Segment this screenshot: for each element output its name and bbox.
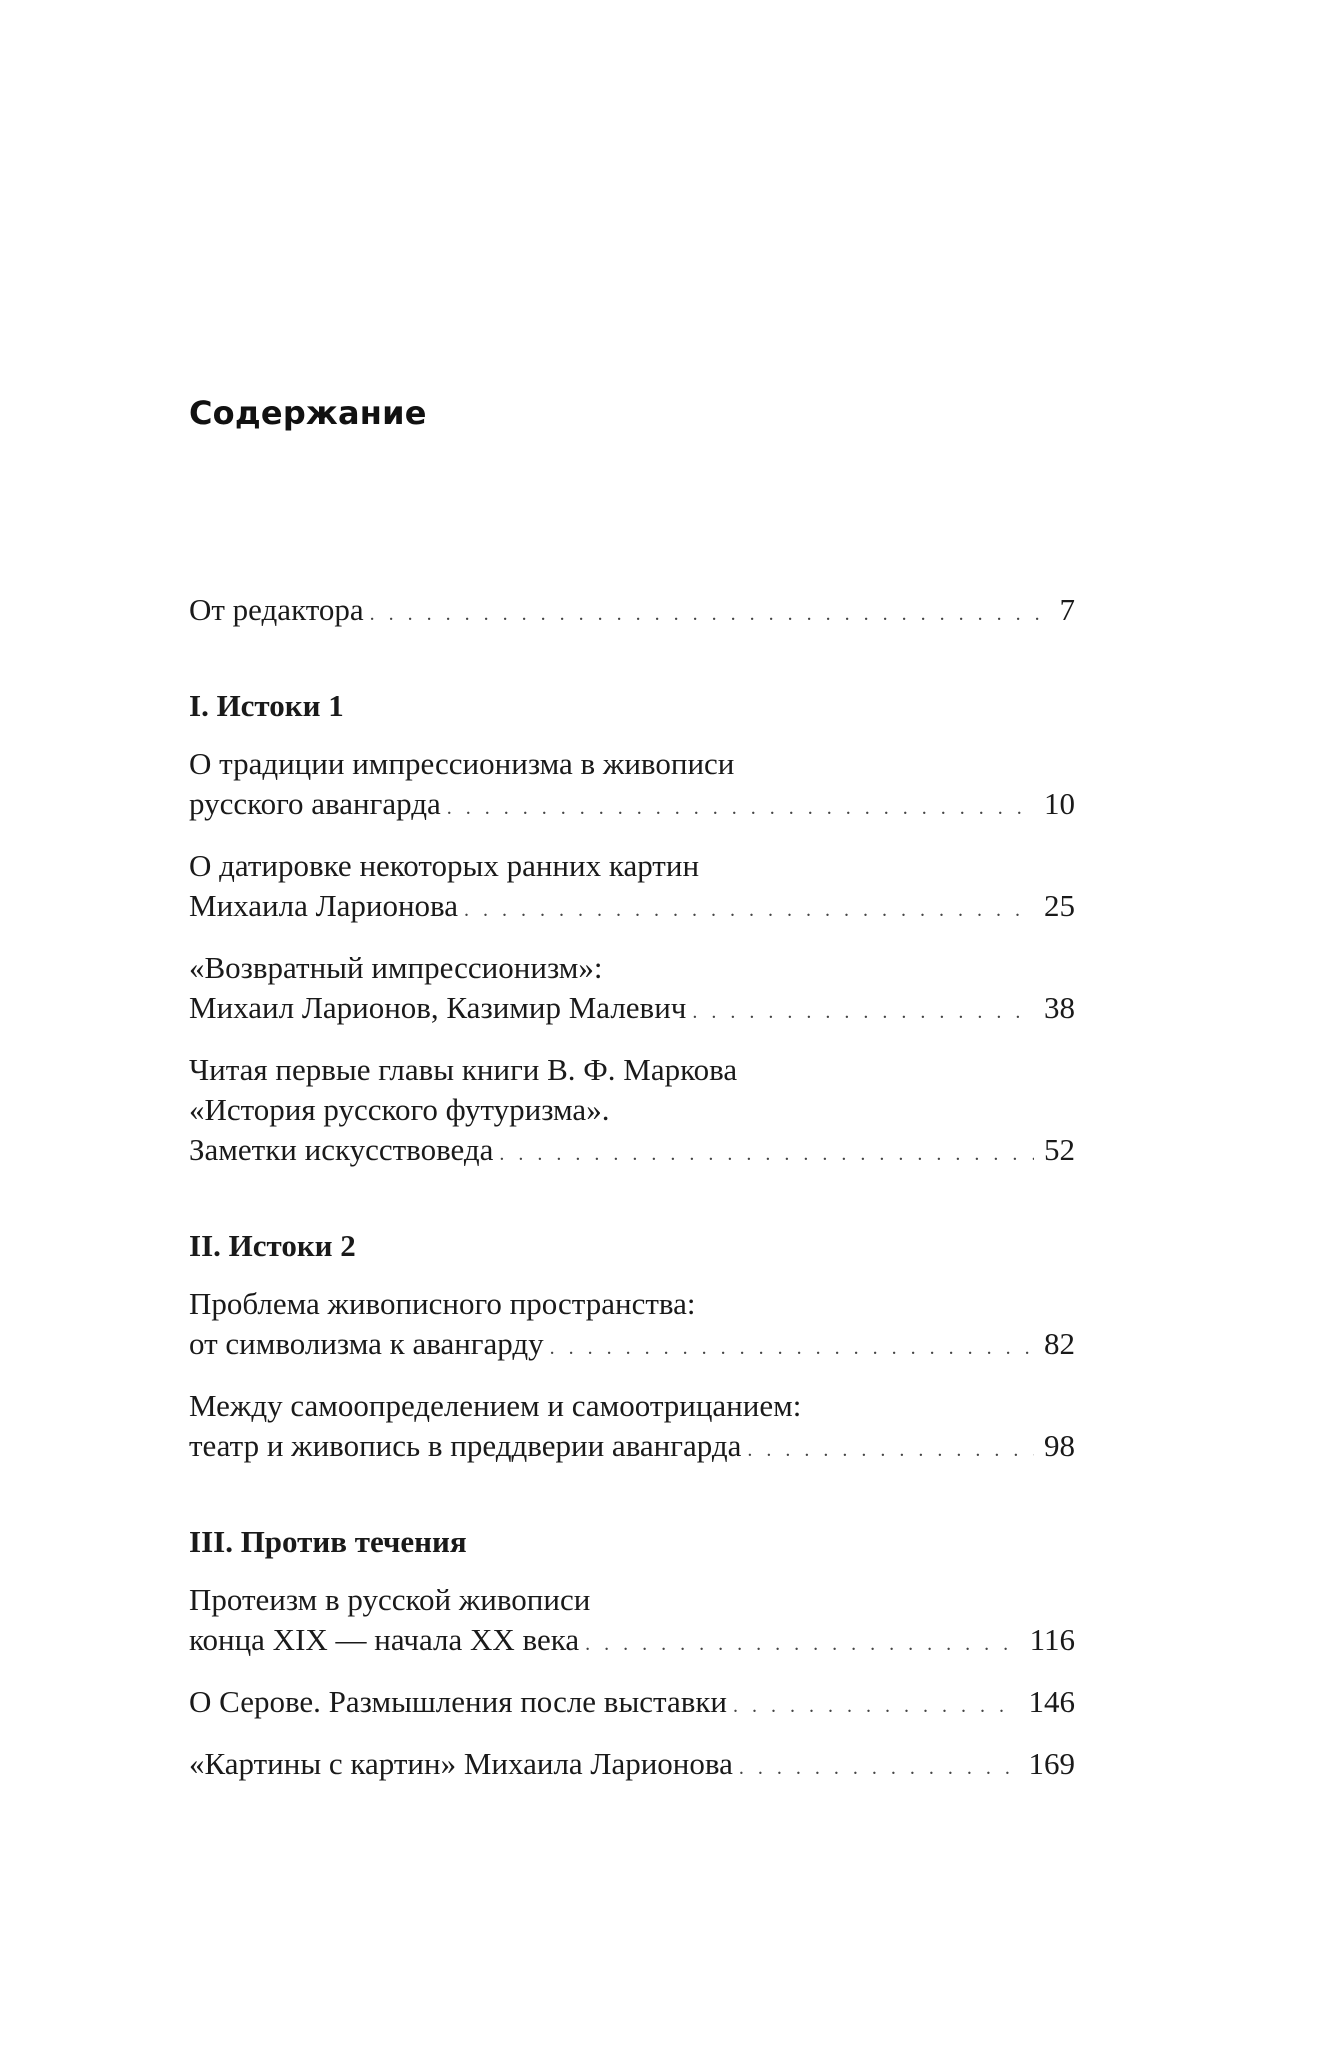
toc-page-number: 10 [1044, 786, 1075, 821]
toc-entry[interactable] [189, 1580, 1075, 1664]
toc-page-number: 52 [1044, 1132, 1075, 1167]
toc-entry-title-line: «Картины с картин» Михаила Ларионова [189, 1746, 733, 1781]
toc-entry-title-line: Заметки искусствоведа [189, 1132, 494, 1167]
dot-leader [733, 1686, 1018, 1726]
toc-entry-line [189, 1744, 1075, 1788]
toc-entry-title-line: конца XIX — начала XX века [189, 1622, 580, 1657]
table-of-contents [189, 590, 1075, 1788]
toc-entry-title: От редактора [189, 592, 364, 627]
toc-entry-line [189, 988, 1075, 1032]
toc-entry[interactable] [189, 1682, 1075, 1726]
page-title: Содержание [189, 394, 427, 432]
toc-entry[interactable] [189, 846, 1075, 930]
toc-page-number: 7 [1059, 592, 1075, 627]
toc-entry-line [189, 1426, 1075, 1470]
toc-entry-line [189, 1682, 1075, 1726]
toc-entry-title-line: О датировке некоторых ранних картин [189, 848, 700, 883]
section-heading-3[interactable]: III. Против течения [189, 1524, 467, 1559]
toc-entry[interactable] [189, 744, 1075, 828]
toc-entry[interactable] [189, 1386, 1075, 1470]
dot-leader [370, 594, 1050, 634]
toc-page-number: 116 [1029, 1622, 1075, 1657]
toc-entry-title-line: Протеизм в русской живописи [189, 1582, 591, 1617]
toc-entry-line [189, 1130, 1075, 1174]
toc-entry-line [189, 784, 1075, 828]
dot-leader [747, 1430, 1034, 1470]
toc-entry-title-line: Михаил Ларионов, Казимир Малевич [189, 990, 687, 1025]
section-heading-1[interactable]: I. Истоки 1 [189, 688, 344, 723]
toc-entry-title-line: Михаила Ларионова [189, 888, 459, 923]
toc-entry[interactable] [189, 1744, 1075, 1788]
toc-entry[interactable] [189, 948, 1075, 1032]
toc-entry-title-line: О Серове. Размышления после выставки [189, 1684, 728, 1719]
toc-entry-intro[interactable] [189, 590, 1075, 634]
toc-entry-line [189, 1620, 1075, 1664]
toc-entry-title-line: театр и живопись в преддверии авангарда [189, 1428, 742, 1463]
toc-entry-title-line: русского авангарда [189, 786, 441, 821]
toc-entry-line [189, 1324, 1075, 1368]
toc-entry-line [189, 886, 1075, 930]
toc-page-number: 169 [1028, 1746, 1075, 1781]
toc-entry-title-line: «Возвратный импрессионизм»: [189, 950, 603, 985]
toc-page-number: 82 [1044, 1326, 1075, 1361]
dot-leader [692, 992, 1034, 1032]
toc-entry-title-line: «История русского футуризма». [189, 1092, 610, 1127]
toc-entry-title-line: Проблема живописного пространства: [189, 1286, 696, 1321]
dot-leader [550, 1328, 1034, 1368]
toc-entry-title-line: Читая первые главы книги В. Ф. Маркова [189, 1052, 738, 1087]
toc-page-number: 146 [1028, 1684, 1075, 1719]
toc-entry[interactable] [189, 1050, 1075, 1174]
dot-leader [585, 1624, 1020, 1664]
toc-entry[interactable] [189, 1284, 1075, 1368]
toc-entry-title-line: Между самоопределением и самоотрицанием: [189, 1388, 802, 1423]
toc-page-number: 25 [1044, 888, 1075, 923]
dot-leader [499, 1134, 1034, 1174]
dot-leader [739, 1748, 1019, 1788]
dot-leader [464, 890, 1034, 930]
dot-leader [447, 788, 1034, 828]
toc-entry-line [189, 590, 1075, 634]
toc-entry-title-line: от символизма к авангарду [189, 1326, 544, 1361]
toc-page-number: 38 [1044, 990, 1075, 1025]
section-heading-2[interactable]: II. Истоки 2 [189, 1228, 356, 1263]
toc-entry-title-line: О традиции импрессионизма в живописи [189, 746, 735, 781]
toc-page-number: 98 [1044, 1428, 1075, 1463]
